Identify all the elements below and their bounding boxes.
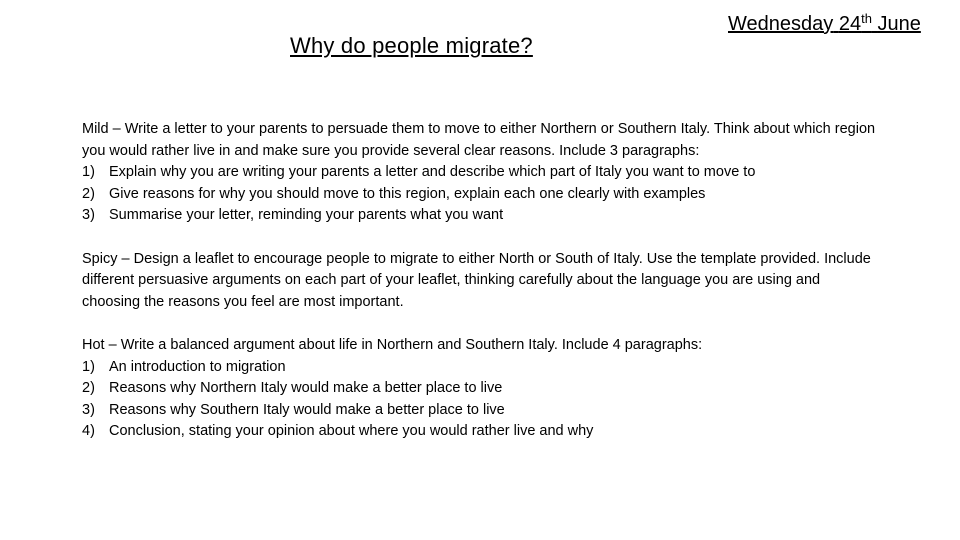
task-separator: – — [108, 121, 125, 137]
list-item-text: Reasons why Northern Italy would make a better place to live — [109, 380, 503, 397]
task-hot — [82, 335, 882, 443]
list-item-number: 2) — [82, 380, 95, 397]
list-item-number: 2) — [82, 185, 95, 202]
list-item — [82, 400, 882, 422]
task-separator: – — [104, 336, 121, 353]
list-item — [82, 357, 882, 379]
list-item-number: 4) — [82, 423, 95, 440]
task-spicy-intro — [82, 249, 882, 314]
date-day: 24 — [838, 13, 862, 35]
list-item-text: Explain why you are writing your parents a letter and describe which part of Italy you want to move to — [109, 164, 756, 181]
date-month: June — [877, 13, 921, 35]
list-item — [82, 378, 882, 400]
list-item — [82, 162, 882, 184]
date-weekday: Wednesday — [728, 13, 834, 35]
task-mild-intro — [82, 119, 882, 162]
task-spicy-text: Design a leaflet to encourage people to migrate to either North or South of Italy. Use the template provided. Include different persuasive arguments on each part of your leaflet, thinking carefully about the language you are using and choosing the reasons you feel are most important. — [82, 250, 871, 310]
task-hot-label: Hot — [82, 336, 105, 353]
page-title: Why do people migrate? — [290, 33, 533, 58]
task-spicy — [82, 249, 882, 314]
list-item-number: 3) — [82, 207, 95, 224]
task-mild-text: Write a letter to your parents to persuade them to move to either Northern or Southern Italy. Think about which region you would rather live in and make sure you provide several clear reasons. Include 3 paragraphs: — [82, 121, 876, 159]
date-suffix: th — [861, 11, 872, 26]
list-item — [82, 184, 882, 206]
list-item-text: Conclusion, stating your opinion about where you would rather live and why — [109, 423, 594, 440]
task-separator: – — [117, 250, 134, 267]
task-spicy-label: Spicy — [82, 250, 118, 267]
task-mild-label: Mild — [82, 121, 109, 137]
task-hot-text: Write a balanced argument about life in Northern and Southern Italy. Include 4 paragraphs: — [120, 336, 703, 353]
date-heading — [728, 13, 921, 36]
list-item-number: 3) — [82, 401, 95, 418]
task-mild-steps — [82, 162, 882, 227]
task-mild — [82, 119, 882, 227]
list-item-number: 1) — [82, 358, 95, 375]
list-item-text: Summarise your letter, reminding your parents what you want — [109, 207, 504, 224]
list-item-number: 1) — [82, 164, 95, 181]
task-list — [82, 119, 882, 465]
list-item-text: Reasons why Southern Italy would make a better place to live — [109, 401, 505, 418]
task-hot-steps — [82, 357, 882, 443]
list-item — [82, 205, 882, 227]
list-item-text: An introduction to migration — [109, 358, 286, 375]
list-item — [82, 421, 882, 443]
task-hot-intro — [82, 335, 882, 357]
list-item-text: Give reasons for why you should move to this region, explain each one clearly with examples — [109, 185, 706, 202]
